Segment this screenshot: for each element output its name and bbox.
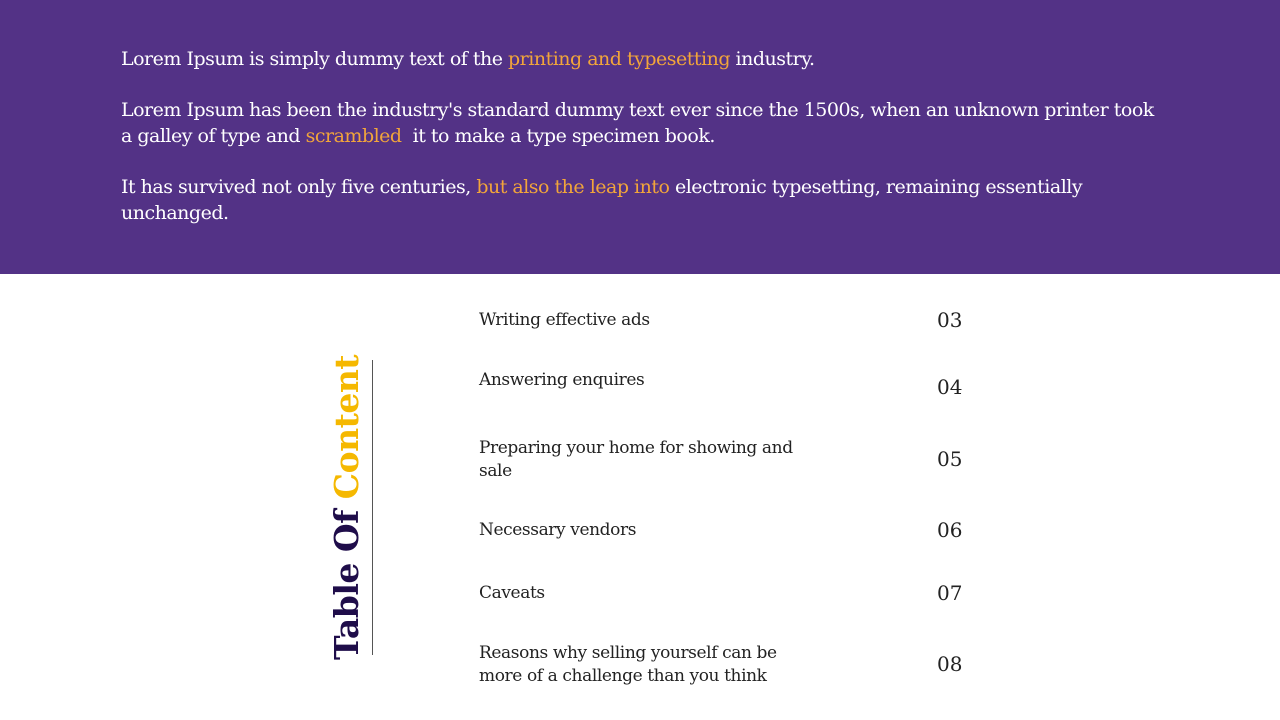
intro-paragraph-2 [121,97,1166,149]
toc-item-page: 03 [937,308,963,332]
toc-item-label: Caveats [479,583,545,603]
intro-paragraph-1-text: Lorem Ipsum is simply dummy text of the [121,48,509,70]
intro-paragraph-1-highlight: printing and typesetting [508,48,731,70]
intro-paragraph-1 [121,46,1166,72]
toc-title-part1: Table Of [327,499,366,660]
toc-item-label: Reasons why selling yourself can be more of a challenge than you think [479,643,777,686]
toc-item-label: Preparing your home for showing and sale [479,438,793,481]
intro-banner [0,0,1280,274]
intro-paragraph-2-text: Lorem Ipsum has been the industry's standard dummy text ever since the 1500s, when an unknown printer took a galley of type and [121,99,1154,147]
intro-paragraph-2-text-end: it to make a type specimen book. [401,125,715,147]
intro-paragraph-2-highlight: scrambled [305,125,402,147]
toc-item-page: 05 [937,447,963,471]
intro-paragraph-3-highlight: but also the leap into [476,176,670,198]
intro-paragraph-3-text-end: electronic typesetting, remaining essentially unchanged. [121,176,1083,224]
toc-divider [372,360,373,655]
intro-paragraph-3-text: It has survived not only five centuries, [121,176,477,198]
intro-paragraph-1-text-end: industry. [730,48,815,70]
toc-item-label: Writing effective ads [479,310,650,330]
intro-paragraph-3 [121,174,1166,226]
toc-item-label: Necessary vendors [479,520,637,540]
toc-item-page: 06 [937,518,963,542]
toc-item-page: 04 [937,375,963,399]
toc-title-part2: Content [327,354,366,500]
toc-item-page: 07 [937,581,963,605]
toc-title [327,355,367,660]
toc-item-page: 08 [937,652,963,676]
toc-item-label: Answering enquires [479,370,645,390]
